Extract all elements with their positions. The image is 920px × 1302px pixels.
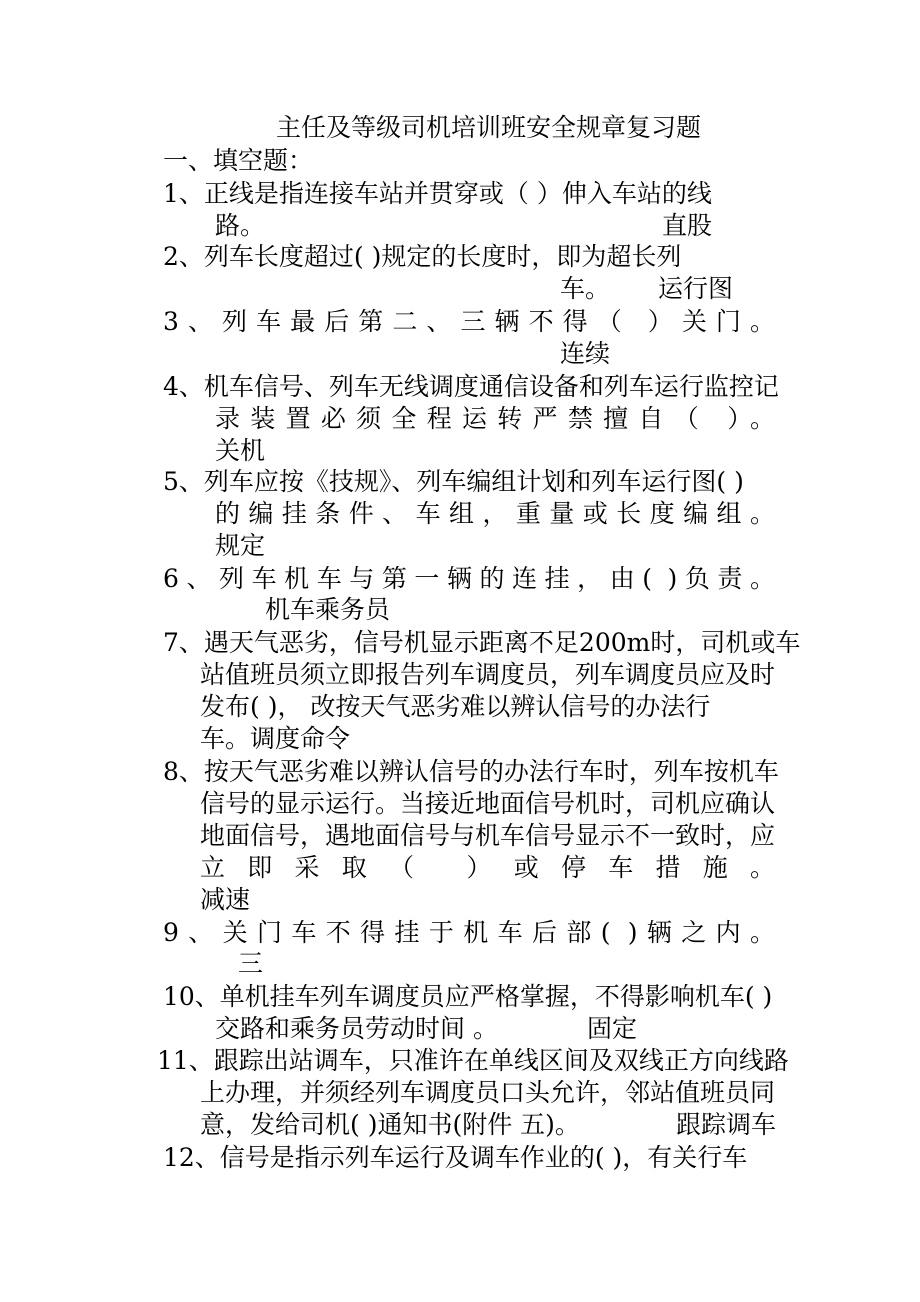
- question-8-line: 8、按天气恶劣难以辨认信号的办法行车时，列车按机车: [163, 757, 779, 786]
- page-title: 主任及等级司机培训班安全规章复习题: [276, 113, 702, 142]
- answer-8: 减速: [200, 885, 251, 914]
- question-10-line: 交路和乘务员劳动时间 。: [215, 1014, 498, 1043]
- answer-11: 跟踪调车: [676, 1110, 777, 1139]
- question-11-line: 11、跟踪出站调车，只准许在单线区间及双线正方向线路: [157, 1046, 789, 1075]
- question-1-line: 1、正线是指连接车站并贯穿或（ ）伸入车站的线: [163, 179, 712, 208]
- question-4-line: 录装置必须全程运转严禁擅自（ ）。: [215, 404, 775, 433]
- question-7-line: 站值班员须立即报告列车调度员，列车调度员应及时: [200, 660, 776, 689]
- question-3-line: 3、列车最后第二、三辆不得（ ）关门。: [163, 307, 775, 336]
- question-7-answer-line: 车。调度命令: [200, 724, 351, 753]
- answer-10: 固定: [587, 1014, 638, 1043]
- question-10-line: 10、单机挂车列车调度员应严格掌握，不得影响机车( ): [163, 982, 773, 1011]
- question-8-line: 立即采取（ ）或停车措施。: [200, 853, 775, 882]
- question-12-line: 12、信号是指示列车运行及调车作业的( )，有关行车: [163, 1143, 748, 1172]
- question-5-line: 5、列车应按《技规》、列车编组计划和列车运行图( ): [163, 467, 744, 496]
- question-4-line: 4、机车信号、列车无线调度通信设备和列车运行监控记: [163, 372, 779, 401]
- question-2-line: 2、列车长度超过( )规定的长度时，即为超长列: [163, 242, 682, 271]
- answer-6: 机车乘务员: [265, 595, 391, 624]
- section-heading: 一、填空题：: [163, 146, 314, 175]
- question-5-line: 的编挂条件、车组，重量或长度编组。: [215, 499, 775, 528]
- question-1-line: 路。: [215, 211, 266, 240]
- question-11-line: 上办理，并须经列车调度员口头允许，邻站值班员同: [200, 1078, 776, 1107]
- question-8-line: 信号的显示运行。当接近地面信号机时，司机应确认: [200, 789, 776, 818]
- question-9-line: 9、关门车不得挂于机车后部( )辆之内。: [163, 918, 775, 947]
- answer-5: 规定: [215, 531, 266, 560]
- question-6-line: 6、列车机车与第一辆的连挂，由( )负责。: [163, 564, 775, 593]
- answer-1: 直股: [662, 211, 713, 240]
- answer-9: 三: [238, 949, 264, 978]
- question-2-line: 车。: [560, 274, 611, 303]
- question-7-line: 发布( )， 改按天气恶劣难以辨认信号的办法行: [200, 692, 711, 721]
- question-7-line: 7、遇天气恶劣，信号机显示距离不足200m时，司机或车: [163, 628, 801, 657]
- answer-2: 运行图: [658, 274, 734, 303]
- question-8-line: 地面信号，遇地面信号与机车信号显示不一致时，应: [200, 821, 776, 850]
- question-11-line: 意，发给司机( )通知书(附件 五)。: [200, 1110, 580, 1139]
- answer-4: 关机: [215, 436, 266, 465]
- answer-3: 连续: [560, 339, 611, 368]
